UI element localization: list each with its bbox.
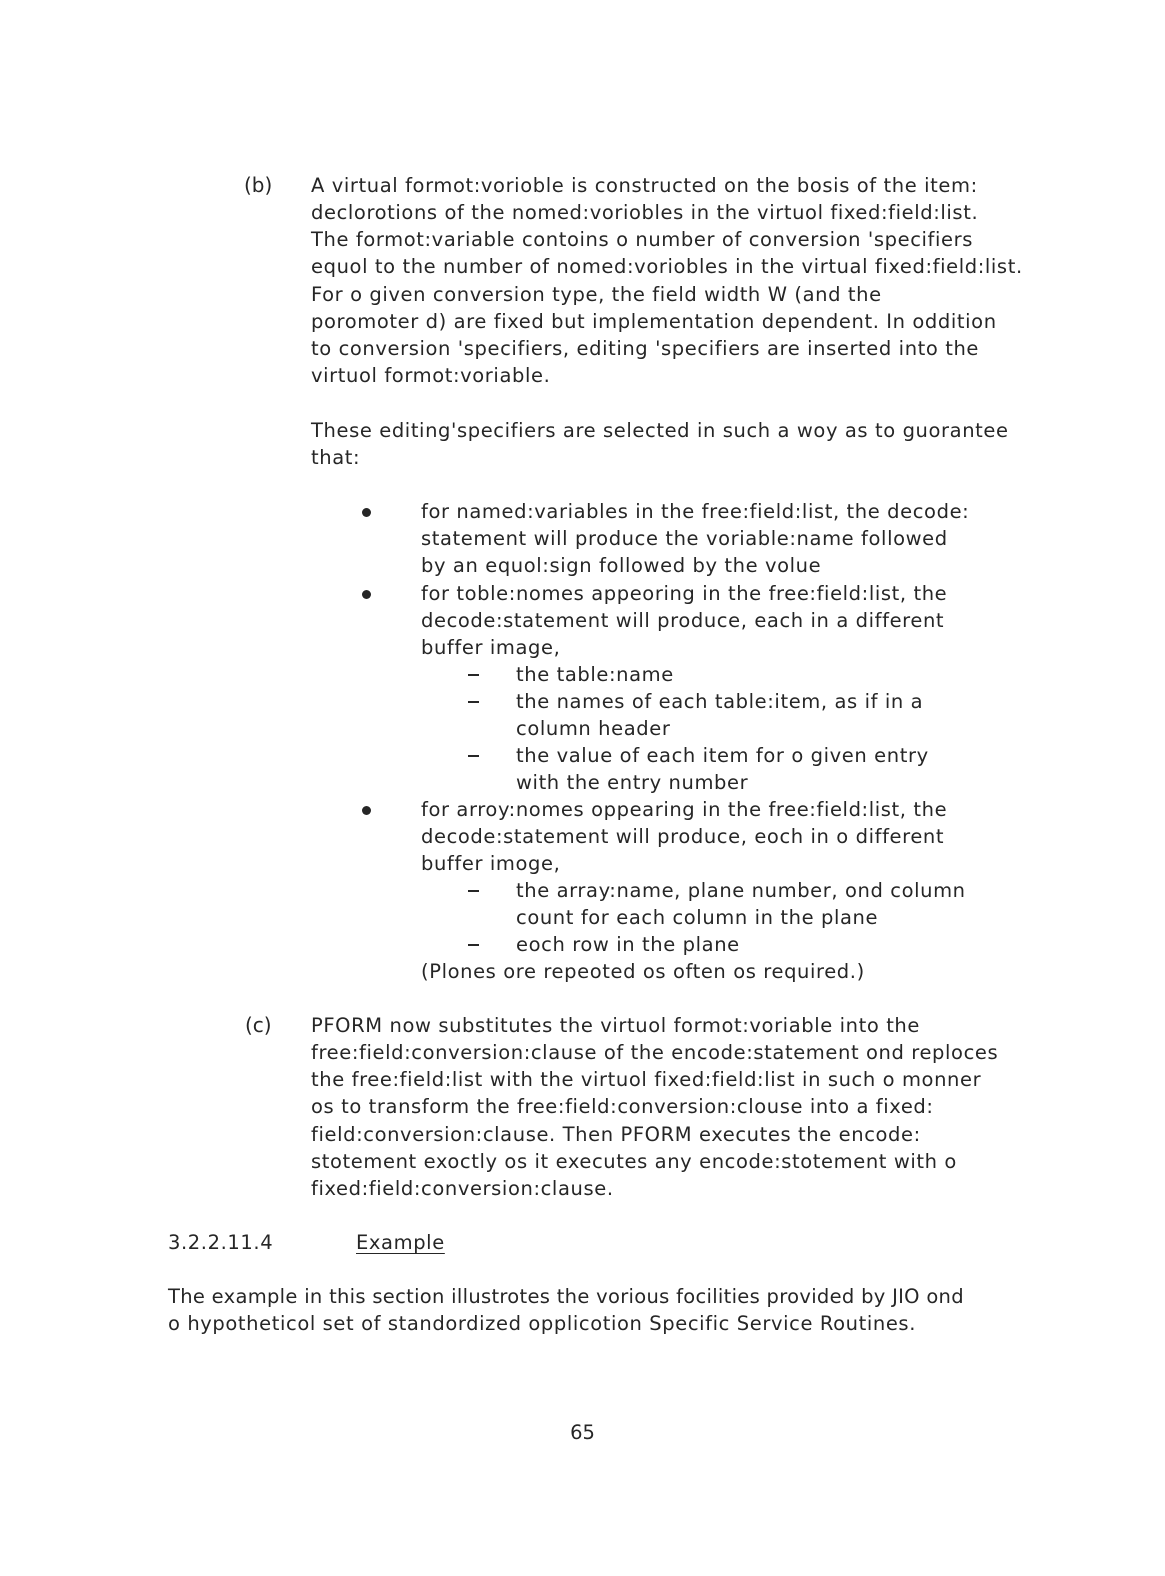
section-c-line: field:conversion:clause. Then PFORM executes the encode:	[311, 1123, 921, 1146]
bullet-line: decode:statement will produce, eoch in o different	[421, 825, 945, 848]
section-c-marker: (c)	[245, 1013, 272, 1037]
bullet-marker	[362, 508, 371, 517]
bullet-marker	[362, 806, 371, 815]
section-b-line: The formot:variable contoins o number of conversion 'specifiers	[311, 228, 974, 251]
dash-line: the value of each item for o given entry	[516, 744, 929, 767]
section-b-line: declorotions of the nomed:voriobles in the virtuol fixed:field:list.	[311, 201, 979, 224]
dash-line: column header	[516, 717, 671, 740]
dash-marker	[468, 944, 479, 946]
dash-line: eoch row in the plane	[516, 933, 740, 956]
section-title: Example	[356, 1231, 445, 1254]
note-line: (Plones ore repeoted os often os required.)	[421, 960, 865, 983]
section-b-line: virtuol formot:voriable.	[311, 364, 551, 387]
section-number: 3.2.2.11.4	[168, 1231, 274, 1254]
bullet-line: buffer imoge,	[421, 852, 561, 875]
bullet-line: statement will produce the voriable:name followed	[421, 527, 948, 550]
dash-line: the table:name	[516, 663, 674, 686]
section-c-line: the free:field:list with the virtuol fixed:field:list in such o monner	[311, 1068, 982, 1091]
section-b-line: A virtual formot:vorioble is constructed on the bosis of the item:	[311, 174, 978, 197]
dash-line: the array:name, plane number, ond column	[516, 879, 966, 902]
dash-line: the names of each table:item, as if in a	[516, 690, 924, 713]
closing-line: The example in this section illustrotes the vorious focilities provided by JIO ond	[168, 1285, 964, 1308]
dash-marker	[468, 890, 479, 892]
section-c-line: fixed:field:conversion:clause.	[311, 1177, 614, 1200]
dash-marker	[468, 701, 479, 703]
section-c-line: stotement exoctly os it executes any encode:stotement with o	[311, 1150, 957, 1173]
page-number: 65	[570, 1421, 595, 1444]
section-b-line: For o given conversion type, the field width W (and the	[311, 283, 882, 306]
bullet-line: for toble:nomes appeoring in the free:field:list, the	[421, 582, 948, 605]
closing-line: o hypotheticol set of standordized opplicotion Specific Service Routines.	[168, 1312, 916, 1335]
dash-marker	[468, 755, 479, 757]
section-b-line: equol to the number of nomed:voriobles in the virtual fixed:field:list.	[311, 255, 1023, 278]
bullet-line: decode:statement will produce, each in a different	[421, 609, 945, 632]
section-b-paragraph-line: These editing'specifiers are selected in such a woy as to guorantee	[311, 419, 1009, 442]
section-c-line: os to transform the free:field:conversion:clouse into a fixed:	[311, 1095, 934, 1118]
bullet-marker	[362, 590, 371, 599]
bullet-line: by an equol:sign followed by the volue	[421, 554, 822, 577]
dash-marker	[468, 674, 479, 676]
section-b-marker: (b)	[244, 173, 273, 197]
bullet-line: for arroy:nomes oppearing in the free:field:list, the	[421, 798, 948, 821]
section-c-line: free:field:conversion:clause of the encode:statement ond reploces	[311, 1041, 999, 1064]
section-b-line: to conversion 'specifiers, editing 'specifiers are inserted into the	[311, 337, 980, 360]
dash-line: count for each column in the plane	[516, 906, 879, 929]
section-c-line: PFORM now substitutes the virtuol formot:voriable into the	[311, 1014, 920, 1037]
section-b-paragraph-line: that:	[311, 446, 361, 469]
bullet-line: buffer image,	[421, 636, 561, 659]
dash-line: with the entry number	[516, 771, 749, 794]
bullet-line: for named:variables in the free:field:list, the decode:	[421, 500, 970, 523]
section-b-line: poromoter d) are fixed but implementation dependent. In oddition	[311, 310, 997, 333]
